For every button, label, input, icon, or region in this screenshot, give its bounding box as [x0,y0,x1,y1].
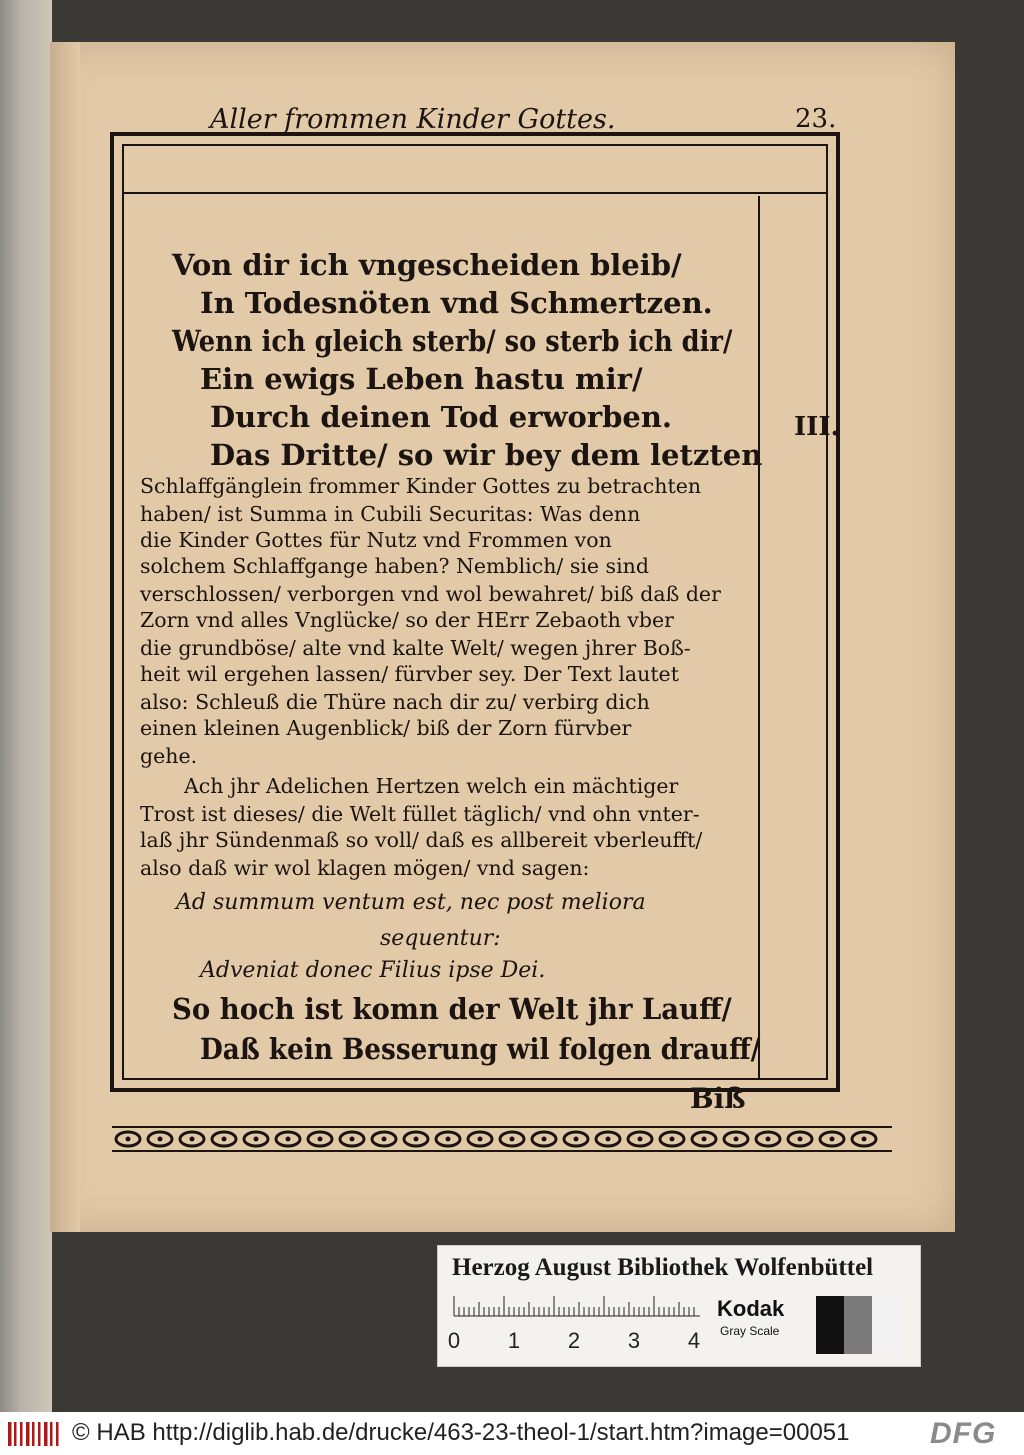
text-line: Ad summum ventum est, nec post meliora [176,890,646,915]
running-title: Aller frommen Kinder Gottes. [210,104,616,135]
text-line: Von dir ich vngescheiden bleib/ [172,248,682,282]
logo-bar [20,1422,23,1446]
ornament-dot [254,1137,259,1142]
text-line: also: Schleuß die Thüre nach dir zu/ verbirg dich [140,690,650,714]
text-line: gehe. [140,744,198,768]
ornament-dot [542,1137,547,1142]
text-line: solchem Schlaffgange haben? Nemblich/ sie sind [140,554,649,578]
ornament-dot [606,1137,611,1142]
ornament-dot [158,1137,163,1142]
ornament-dot [286,1137,291,1142]
ornament-dot [382,1137,387,1142]
ornament-dot [510,1137,515,1142]
page-number: 23. [795,104,837,134]
text-line: laß jhr Sündenmaß so voll/ daß es allbereit vberleufft/ [140,828,703,852]
ornament-dot [734,1137,739,1142]
text-line: Das Dritte/ so wir bey dem letzten [210,438,763,472]
dfg-logo: DFG [930,1417,997,1450]
ornament-dot [638,1137,643,1142]
gray-swatch-mid [844,1296,872,1354]
text-line: So hoch ist komn der Welt jhr Lauff/ [172,992,732,1026]
ornament-dot [190,1137,195,1142]
kodak-brand-sub: Gray Scale [720,1324,780,1338]
ornament-dot [126,1137,131,1142]
header-rule [122,192,828,194]
text-line: haben/ ist Summa in Cubili Securitas: Was denn [140,502,641,526]
text-line: also daß wir wol klagen mögen/ vnd sagen: [140,856,590,880]
ornament-dot [222,1137,227,1142]
margin-rule [758,196,760,1080]
text-line: Wenn ich gleich sterb/ so sterb ich dir/ [172,324,733,358]
previous-page-edge [0,0,52,1412]
ruler-label: 2 [567,1328,581,1353]
footer-copyright-link[interactable]: © HAB http://diglib.hab.de/drucke/463-23-theol-1/start.htm?image=00051 [72,1419,850,1446]
ornament-dot [702,1137,707,1142]
text-line: In Todesnöten vnd Schmertzen. [200,286,713,320]
margin-note: III. [794,412,840,442]
ruler-label: 3 [627,1328,641,1353]
page-gutter [50,42,80,1232]
color-card [437,1245,921,1367]
text-line: einen kleinen Augenblick/ biß der Zorn fürvber [140,716,632,740]
ornament-dot [830,1137,835,1142]
text-line: verschlossen/ verborgen vnd wol bewahret/ biß daß der [140,582,721,606]
hab-barcode-logo-icon [8,1420,62,1448]
ornament-dot [318,1137,323,1142]
ruler-label: 0 [447,1328,461,1353]
ornament-dot [446,1137,451,1142]
gray-swatch-light [872,1296,902,1354]
text-line: Daß kein Besserung wil folgen drauff/ [200,1032,761,1066]
logo-bar [32,1422,35,1446]
logo-bar [14,1422,17,1446]
text-line: Ein ewigs Leben hastu mir/ [200,362,643,396]
ornament-dot [414,1137,419,1142]
text-line: Trost ist dieses/ die Welt füllet täglich/ vnd ohn vnter- [140,802,700,826]
ornament-dot [670,1137,675,1142]
logo-bar [44,1422,48,1446]
text-line: Zorn vnd alles Vnglücke/ so der HErr Zebaoth vber [140,608,674,632]
kodak-brand: Kodak [717,1296,785,1321]
ruler-label: 1 [507,1328,521,1353]
ornament-border [112,1124,892,1154]
ornament-dot [478,1137,483,1142]
logo-bar [50,1422,53,1446]
text-line: Adveniat donec Filius ipse Dei. [200,958,546,983]
ruler-label: 4 [687,1328,701,1353]
footer-bar [0,1412,1024,1455]
text-line: Ach jhr Adelichen Hertzen welch ein mächtiger [184,774,679,798]
ornament-dot [574,1137,579,1142]
logo-bar [38,1422,41,1446]
ornament-dot [798,1137,803,1142]
text-line: sequentur: [380,926,501,951]
text-line: heit wil ergehen lassen/ fürvber sey. Der Text lautet [140,662,679,686]
color-card-title: Herzog August Bibliothek Wolfenbüttel [452,1254,874,1281]
gray-swatch-dark [816,1296,844,1354]
logo-bar [26,1422,30,1446]
text-line: Durch deinen Tod erworben. [210,400,673,434]
ruler [447,1294,710,1356]
catchword: Biß [690,1082,746,1115]
text-line: die grundböse/ alte vnd kalte Welt/ wegen jhrer Boß- [140,636,691,660]
ornament-dot [766,1137,771,1142]
text-line: Schlaffgänglein frommer Kinder Gottes zu betrachten [140,474,702,498]
ornament-dot [862,1137,867,1142]
logo-bar [56,1422,59,1446]
logo-bar [8,1422,12,1446]
ornament-dot [350,1137,355,1142]
text-line: die Kinder Gottes für Nutz vnd Frommen von [140,528,612,552]
book-page [50,42,955,1232]
